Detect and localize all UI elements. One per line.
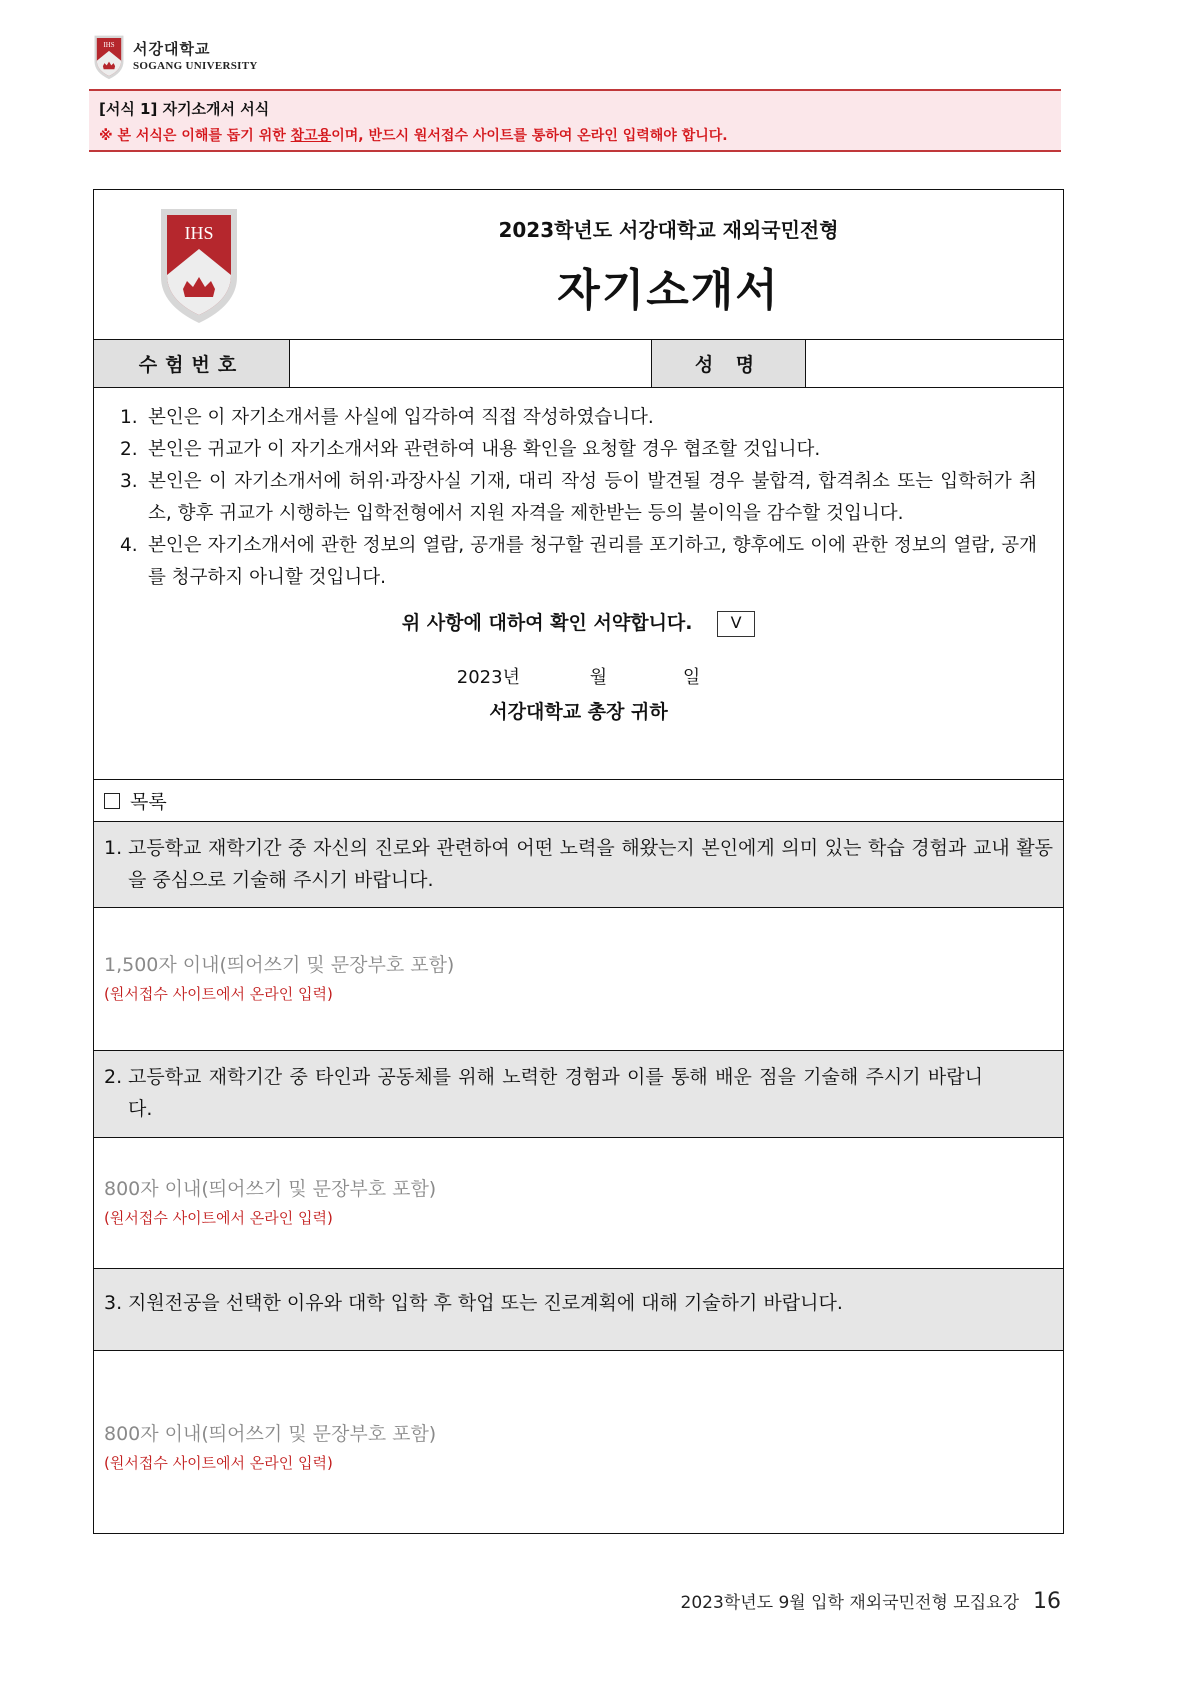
notice-text-before: ※ 본 서식은 이해를 돕기 위한 bbox=[99, 128, 291, 144]
pledge-item bbox=[120, 402, 1037, 434]
pledge-section bbox=[94, 388, 1063, 780]
logo-english-name: SOGANG UNIVERSITY bbox=[133, 60, 258, 72]
logo-korean-name: 서강대학교 bbox=[133, 40, 211, 58]
notice-banner bbox=[89, 89, 1061, 152]
pledge-num: 3. bbox=[120, 471, 138, 492]
answer-2[interactable] bbox=[94, 1138, 1063, 1269]
page-footer bbox=[681, 1588, 1061, 1614]
crest-icon bbox=[93, 34, 125, 80]
toc-row bbox=[94, 780, 1063, 822]
exam-number-field[interactable] bbox=[290, 340, 652, 387]
question-text: 지원전공을 선택한 이유와 대학 입학 후 학업 또는 진로계획에 대해 기술하기 바랍니다. bbox=[128, 1292, 843, 1314]
question-num: 3. bbox=[104, 1292, 123, 1314]
pledge-text: 본인은 이 자기소개서를 사실에 입각하여 직접 작성하였습니다. bbox=[148, 407, 654, 428]
svg-text:IHS: IHS bbox=[103, 42, 115, 50]
pledge-num: 1. bbox=[120, 407, 138, 428]
date-line bbox=[120, 663, 1037, 689]
pledge-text: 본인은 귀교가 이 자기소개서와 관련하여 내용 확인을 요청할 경우 협조할 것입니다. bbox=[148, 439, 821, 460]
form-subtitle: 2023학년도 서강대학교 재외국민전형 bbox=[498, 218, 839, 242]
date-year: 2023년 bbox=[456, 666, 520, 688]
question-text: 고등학교 재학기간 중 타인과 공동체를 위해 노력한 경험과 이를 통해 배운 점을 기술해 주시기 바랍니다. bbox=[128, 1066, 983, 1120]
answer-3[interactable] bbox=[94, 1351, 1063, 1532]
confirm-checkbox[interactable]: V bbox=[717, 611, 755, 637]
pledge-num: 2. bbox=[120, 439, 138, 460]
name-label: 성 명 bbox=[652, 340, 806, 387]
notice-text bbox=[99, 125, 1051, 145]
self-introduction-form bbox=[93, 189, 1064, 1534]
question-num: 2. bbox=[104, 1066, 123, 1088]
svg-text:IHS: IHS bbox=[184, 223, 214, 243]
notice-text-underlined: 참고용 bbox=[290, 128, 332, 144]
notice-title: [서식 1] 자기소개서 서식 bbox=[99, 100, 270, 118]
form-title: 자기소개서 bbox=[557, 265, 780, 316]
online-input-note: (원서접수 사이트에서 온라인 입력) bbox=[104, 985, 333, 1003]
date-month: 월 bbox=[589, 666, 608, 688]
online-input-note: (원서접수 사이트에서 온라인 입력) bbox=[104, 1209, 333, 1227]
exam-number-label: 수험번호 bbox=[94, 340, 290, 387]
toc-label: 목록 bbox=[130, 791, 167, 813]
pledge-item bbox=[120, 466, 1037, 530]
pledge-num: 4. bbox=[120, 535, 138, 556]
university-logo bbox=[93, 34, 258, 80]
question-num: 1. bbox=[104, 837, 123, 859]
online-input-note: (원서접수 사이트에서 온라인 입력) bbox=[104, 1454, 333, 1472]
form-header bbox=[94, 190, 1063, 340]
char-limit: 1,500자 이내(띄어쓰기 및 문장부호 포함) bbox=[104, 954, 455, 976]
confirm-statement bbox=[120, 608, 1037, 637]
date-day: 일 bbox=[682, 666, 701, 688]
question-2 bbox=[94, 1051, 1063, 1138]
checkbox-icon bbox=[104, 793, 120, 809]
recipient: 서강대학교 총장 귀하 bbox=[489, 700, 668, 723]
pledge-text: 본인은 자기소개서에 관한 정보의 열람, 공개를 청구할 권리를 포기하고, 향후에도 이에 관한 정보의 열람, 공개를 청구하지 아니할 것입니다. bbox=[148, 535, 1037, 588]
char-limit: 800자 이내(띄어쓰기 및 문장부호 포함) bbox=[104, 1423, 437, 1445]
pledge-list bbox=[120, 402, 1037, 594]
pledge-item bbox=[120, 530, 1037, 594]
pledge-text: 본인은 이 자기소개서에 허위·과장사실 기재, 대리 작성 등이 발견될 경우 불합격, 합격취소 또는 입학허가 취소, 향후 귀교가 시행하는 입학전형에서 지원 자격을 제한받는 등의 불이익을 감수할 것입니다. bbox=[148, 471, 1037, 524]
question-text: 고등학교 재학기간 중 자신의 진로와 관련하여 어떤 노력을 해왔는지 본인에게 의미 있는 학습 경험과 교내 활동을 중심으로 기술해 주시기 바랍니다. bbox=[128, 837, 1053, 891]
answer-1[interactable] bbox=[94, 908, 1063, 1051]
char-limit: 800자 이내(띄어쓰기 및 문장부호 포함) bbox=[104, 1178, 437, 1200]
pledge-item bbox=[120, 434, 1037, 466]
name-field[interactable] bbox=[806, 340, 1063, 387]
notice-text-after: 이며, 반드시 원서접수 사이트를 통하여 온라인 입력해야 합니다. bbox=[331, 128, 728, 144]
page-number: 16 bbox=[1033, 1589, 1061, 1614]
footer-text: 2023학년도 9월 입학 재외국민전형 모집요강 bbox=[680, 1593, 1019, 1613]
question-3 bbox=[94, 1269, 1063, 1351]
applicant-info-row bbox=[94, 340, 1063, 388]
confirm-text: 위 사항에 대하여 확인 서약합니다. bbox=[401, 612, 693, 634]
question-1 bbox=[94, 822, 1063, 908]
